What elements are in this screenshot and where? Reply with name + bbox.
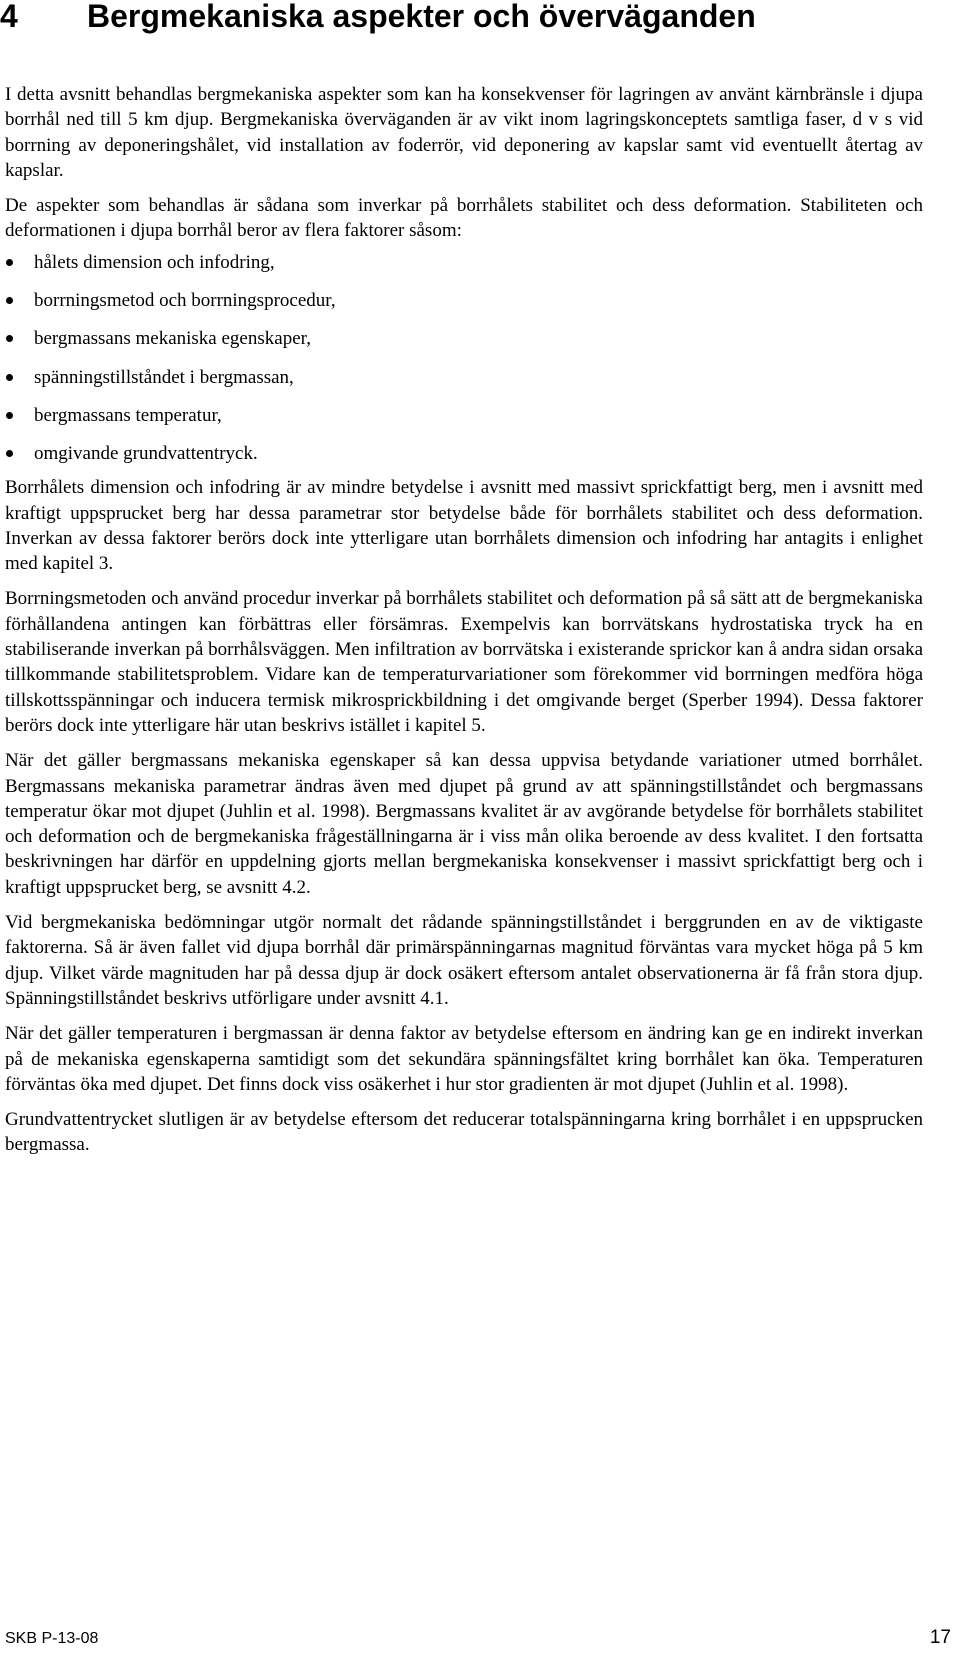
paragraph-drilling: Borrningsmetoden och använd procedur inverkar på borrhålets stabilitet och deformation på så sätt att de bergmekaniska förhållandena antingen kan förbättras eller försämras. Exempelvis kan borrvätskans hydrostatiska tryck ha en stabiliserande inverkan på borrhålsväggen. Men infiltration av borrvätska i existerande sprickor kan å andra sidan orsaka tillkommande stabilitetsproblem. Vidare kan de temperaturvariationer som förekommer vid borrningen medföra höga tillskottsspänningar och inducera termisk mikrosprickbildning i det omgivande berget (Sperber 1994). Dessa faktorer berörs dock inte ytterligare här utan beskrivs istället i kapitel 5.	[5, 588, 924, 736]
list-item: bergmassans mekaniska egenskaper,	[5, 326, 923, 364]
list-item: omgivande grundvattentryck.	[5, 441, 923, 468]
bullet-icon	[6, 374, 13, 381]
bullet-icon	[6, 450, 13, 457]
section-heading	[0, 0, 756, 32]
paragraph-dimension: Borrhålets dimension och infodring är av mindre betydelse i avsnitt med massivt sprickfattigt berg, men i avsnitt med kraftigt uppsprucket berg har dessa parametrar stor betydelse både för borrhålets stabilitet och dess deformation. Inverkan av dessa faktorer berörs dock inte ytterligare utan borrhålets dimension och infodring har antagits i enlighet med kapitel 3.	[5, 477, 923, 575]
paragraph-aspects: De aspekter som behandlas är sådana som inverkar på borrhålets stabilitet och dess deformation. Stabiliteten och deformationen i djupa borrhål beror av flera faktorer såsom:	[5, 195, 923, 242]
bullet-icon	[6, 335, 13, 342]
paragraph-stress: Vid bergmekaniska bedömningar utgör normalt det rådande spänningstillståndet i berggrunden en av de viktigaste faktorerna. Så är även fallet vid djupa borrhål där primärspänningarnas magnitud förväntas vara mycket höga på 5 km djup. Vilket värde magnituden har på dessa djup är dock osäkert eftersom antalet observationerna är få från stora djup. Spänningstillståndet beskrivs utförligare under avsnitt 4.1.	[5, 912, 923, 1009]
list-item: spänningstillståndet i bergmassan,	[5, 365, 923, 403]
bullet-icon	[6, 297, 13, 304]
list-item: borrningsmetod och borrningsprocedur,	[5, 288, 923, 326]
section-title: Bergmekaniska aspekter och överväganden	[87, 0, 756, 34]
paragraph-temperature: När det gäller temperaturen i bergmassan är denna faktor av betydelse eftersom en ändring kan ge en indirekt inverkan på de mekaniska egenskaperna samtidigt som det sekundära spänningsfältet kring borrhålet kan öka. Temperaturen förväntas öka med djupet. Det finns dock viss osäkerhet i hur stor gradienten är mot djupet (Juhlin et al. 1998).	[5, 1023, 923, 1095]
paragraph-rock-properties: När det gäller bergmassans mekaniska egenskaper så kan dessa uppvisa betydande variationer utmed borrhålet. Bergmassans mekaniska parametrar ändras även med djupet på grund av att spänningstillståndet och bergmassans temperatur ökar mot djupet (Juhlin et al. 1998). Bergmassans kvalitet är av avgörande betydelse för borrhålets stabilitet och deformation och de bergmekaniska frågeställningarna är i viss mån olika beroende av dess kvalitet. I den fortsatta beskrivningen har därför en uppdelning gjorts mellan bergmekaniska konsekvenser i massivt sprickfattigt berg och i kraftigt uppsprucket berg, se avsnitt 4.2.	[5, 750, 923, 898]
paragraph-intro: I detta avsnitt behandlas bergmekaniska aspekter som kan ha konsekvenser för lagringen av använt kärnbränsle i djupa borrhål ned till 5 km djup. Bergmekaniska överväganden är av vikt inom lagringskonceptets samtliga faser, d v s vid borrning av deponeringshålet, vid installation av foderrör, vid deponering av kapslar samt vid eventuellt återtag av kapslar.	[5, 84, 923, 181]
list-item: hålets dimension och infodring,	[5, 250, 923, 288]
page-number: 17	[929, 1627, 951, 1648]
document-body	[5, 82, 923, 1168]
factor-list	[5, 250, 923, 468]
section-number: 4	[0, 0, 18, 34]
report-id: SKB P-13-08	[5, 1630, 99, 1647]
list-item: bergmassans temperatur,	[5, 403, 923, 441]
bullet-icon	[6, 259, 13, 266]
paragraph-groundwater: Grundvattentrycket slutligen är av betydelse eftersom det reducerar totalspänningarna kring borrhålet i en uppsprucken bergmassa.	[5, 1109, 923, 1156]
bullet-icon	[6, 412, 13, 419]
